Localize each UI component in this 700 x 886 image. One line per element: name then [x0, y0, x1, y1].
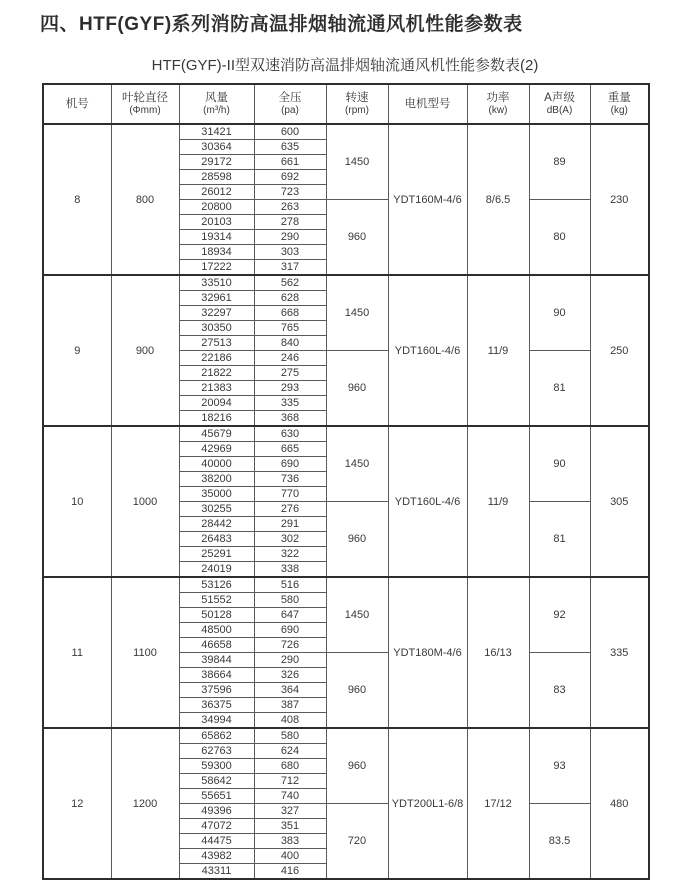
cell-airflow: 33510: [179, 275, 254, 291]
col-header-noise-level: [529, 84, 590, 124]
cell-pressure: 692: [254, 170, 326, 185]
cell-airflow: 18934: [179, 245, 254, 260]
table-row: [43, 275, 649, 291]
cell-pressure: 661: [254, 155, 326, 170]
cell-pressure: 383: [254, 834, 326, 849]
cell-airflow: 22186: [179, 351, 254, 366]
cell-pressure: 290: [254, 653, 326, 668]
cell-airflow: 28598: [179, 170, 254, 185]
col-header-unit: dB(A): [546, 104, 573, 116]
col-header-unit: (Φmm): [129, 104, 161, 116]
cell-impeller-diameter: 800: [111, 124, 179, 275]
cell-airflow: 39844: [179, 653, 254, 668]
cell-pressure: 580: [254, 593, 326, 608]
cell-airflow: 44475: [179, 834, 254, 849]
cell-pressure: 338: [254, 562, 326, 578]
cell-airflow: 34994: [179, 713, 254, 729]
table-subtitle: HTF(GYF)-II型双速消防高温排烟轴流通风机性能参数表(2): [151, 57, 539, 74]
cell-pressure: 317: [254, 260, 326, 276]
cell-model-no: 11: [43, 577, 111, 728]
cell-pressure: 723: [254, 185, 326, 200]
cell-airflow: 51552: [179, 593, 254, 608]
cell-pressure: 368: [254, 411, 326, 427]
col-header-unit: (kg): [610, 104, 628, 116]
cell-pressure: 740: [254, 789, 326, 804]
cell-noise-level: 81: [529, 502, 590, 578]
cell-pressure: 263: [254, 200, 326, 215]
col-header-unit: (kw): [488, 104, 508, 116]
cell-airflow: 17222: [179, 260, 254, 276]
col-header-label: 全压: [278, 91, 302, 104]
cell-weight: 335: [590, 577, 649, 728]
cell-model-no: 8: [43, 124, 111, 275]
cell-motor-model: YDT160M-4/6: [388, 124, 467, 275]
cell-pressure: 275: [254, 366, 326, 381]
cell-model-no: 12: [43, 728, 111, 879]
cell-airflow: 18216: [179, 411, 254, 427]
cell-airflow: 30364: [179, 140, 254, 155]
table-row: [43, 728, 649, 744]
col-header-label: 功率: [486, 91, 510, 104]
cell-pressure: 736: [254, 472, 326, 487]
cell-airflow: 53126: [179, 577, 254, 593]
cell-noise-level: 89: [529, 124, 590, 200]
cell-airflow: 40000: [179, 457, 254, 472]
col-header-impeller-diameter: [111, 84, 179, 124]
cell-pressure: 712: [254, 774, 326, 789]
cell-motor-model: YDT180M-4/6: [388, 577, 467, 728]
cell-pressure: 351: [254, 819, 326, 834]
cell-speed: 960: [326, 653, 388, 729]
cell-pressure: 635: [254, 140, 326, 155]
table-header: [43, 84, 649, 124]
cell-pressure: 278: [254, 215, 326, 230]
cell-speed: 720: [326, 804, 388, 880]
cell-model-no: 9: [43, 275, 111, 426]
cell-airflow: 62763: [179, 744, 254, 759]
col-header-model-no: [43, 84, 111, 124]
cell-pressure: 387: [254, 698, 326, 713]
cell-airflow: 20800: [179, 200, 254, 215]
col-header-unit: (m³/h): [203, 104, 230, 116]
document-page: [0, 9, 700, 880]
cell-airflow: 32961: [179, 291, 254, 306]
cell-airflow: 45679: [179, 426, 254, 442]
cell-pressure: 246: [254, 351, 326, 366]
cell-airflow: 49396: [179, 804, 254, 819]
col-header-power: [467, 84, 529, 124]
cell-pressure: 303: [254, 245, 326, 260]
cell-speed: 1450: [326, 426, 388, 502]
cell-model-no: 10: [43, 426, 111, 577]
col-header-airflow: [179, 84, 254, 124]
cell-weight: 230: [590, 124, 649, 275]
table-body: [43, 124, 649, 879]
cell-airflow: 30255: [179, 502, 254, 517]
cell-pressure: 302: [254, 532, 326, 547]
cell-airflow: 35000: [179, 487, 254, 502]
cell-airflow: 50128: [179, 608, 254, 623]
cell-airflow: 43311: [179, 864, 254, 880]
col-header-pressure: [254, 84, 326, 124]
cell-airflow: 58642: [179, 774, 254, 789]
col-header-motor-model: [388, 84, 467, 124]
cell-noise-level: 93: [529, 728, 590, 804]
cell-power: 16/13: [467, 577, 529, 728]
cell-speed: 960: [326, 728, 388, 804]
col-header-label: 转速: [345, 91, 369, 104]
cell-pressure: 400: [254, 849, 326, 864]
cell-airflow: 28442: [179, 517, 254, 532]
col-header-label: 叶轮直径: [122, 91, 168, 104]
cell-airflow: 42969: [179, 442, 254, 457]
cell-power: 17/12: [467, 728, 529, 879]
cell-airflow: 20103: [179, 215, 254, 230]
cell-airflow: 46658: [179, 638, 254, 653]
cell-pressure: 680: [254, 759, 326, 774]
cell-airflow: 19314: [179, 230, 254, 245]
cell-pressure: 628: [254, 291, 326, 306]
cell-noise-level: 90: [529, 426, 590, 502]
cell-pressure: 291: [254, 517, 326, 532]
cell-airflow: 25291: [179, 547, 254, 562]
cell-pressure: 840: [254, 336, 326, 351]
cell-pressure: 580: [254, 728, 326, 744]
col-header-label: 风量: [205, 91, 228, 104]
cell-airflow: 32297: [179, 306, 254, 321]
cell-motor-model: YDT200L1-6/8: [388, 728, 467, 879]
cell-speed: 960: [326, 351, 388, 427]
cell-pressure: 326: [254, 668, 326, 683]
cell-pressure: 416: [254, 864, 326, 880]
cell-pressure: 516: [254, 577, 326, 593]
col-header-unit: (pa): [281, 104, 299, 116]
cell-weight: 305: [590, 426, 649, 577]
cell-airflow: 36375: [179, 698, 254, 713]
cell-pressure: 327: [254, 804, 326, 819]
cell-speed: 960: [326, 502, 388, 578]
cell-airflow: 59300: [179, 759, 254, 774]
cell-pressure: 335: [254, 396, 326, 411]
cell-airflow: 31421: [179, 124, 254, 140]
cell-impeller-diameter: 1000: [111, 426, 179, 577]
cell-speed: 1450: [326, 275, 388, 351]
cell-noise-level: 92: [529, 577, 590, 653]
cell-airflow: 21822: [179, 366, 254, 381]
cell-impeller-diameter: 1100: [111, 577, 179, 728]
cell-airflow: 20094: [179, 396, 254, 411]
cell-pressure: 765: [254, 321, 326, 336]
cell-airflow: 48500: [179, 623, 254, 638]
cell-noise-level: 83.5: [529, 804, 590, 880]
cell-impeller-diameter: 900: [111, 275, 179, 426]
cell-pressure: 726: [254, 638, 326, 653]
cell-noise-level: 90: [529, 275, 590, 351]
header-row: [43, 84, 649, 124]
cell-pressure: 408: [254, 713, 326, 729]
cell-pressure: 690: [254, 457, 326, 472]
cell-pressure: 562: [254, 275, 326, 291]
col-header-label: 重量: [607, 91, 631, 104]
cell-airflow: 47072: [179, 819, 254, 834]
cell-motor-model: YDT160L-4/6: [388, 426, 467, 577]
col-header-speed: [326, 84, 388, 124]
cell-airflow: 26012: [179, 185, 254, 200]
cell-noise-level: 80: [529, 200, 590, 276]
cell-pressure: 600: [254, 124, 326, 140]
cell-pressure: 290: [254, 230, 326, 245]
cell-speed: 1450: [326, 124, 388, 200]
cell-airflow: 21383: [179, 381, 254, 396]
col-header-label: A声级: [544, 91, 575, 104]
cell-pressure: 665: [254, 442, 326, 457]
cell-weight: 480: [590, 728, 649, 879]
cell-power: 11/9: [467, 275, 529, 426]
fan-performance-table: [42, 83, 650, 880]
table-row: [43, 426, 649, 442]
cell-airflow: 29172: [179, 155, 254, 170]
cell-power: 11/9: [467, 426, 529, 577]
cell-pressure: 647: [254, 608, 326, 623]
cell-airflow: 27513: [179, 336, 254, 351]
cell-speed: 1450: [326, 577, 388, 653]
col-header-weight: [590, 84, 649, 124]
cell-impeller-diameter: 1200: [111, 728, 179, 879]
cell-airflow: 26483: [179, 532, 254, 547]
cell-airflow: 38664: [179, 668, 254, 683]
cell-power: 8/6.5: [467, 124, 529, 275]
col-header-label: 电机型号: [404, 97, 451, 110]
cell-airflow: 30350: [179, 321, 254, 336]
cell-airflow: 38200: [179, 472, 254, 487]
table-row: [43, 577, 649, 593]
cell-airflow: 24019: [179, 562, 254, 578]
cell-pressure: 624: [254, 744, 326, 759]
cell-airflow: 55651: [179, 789, 254, 804]
cell-airflow: 37596: [179, 683, 254, 698]
cell-pressure: 690: [254, 623, 326, 638]
table-row: [43, 124, 649, 140]
cell-pressure: 364: [254, 683, 326, 698]
cell-pressure: 630: [254, 426, 326, 442]
cell-airflow: 65862: [179, 728, 254, 744]
cell-noise-level: 81: [529, 351, 590, 427]
cell-weight: 250: [590, 275, 649, 426]
cell-pressure: 322: [254, 547, 326, 562]
cell-noise-level: 83: [529, 653, 590, 729]
cell-motor-model: YDT160L-4/6: [388, 275, 467, 426]
cell-speed: 960: [326, 200, 388, 276]
cell-pressure: 770: [254, 487, 326, 502]
page-title: 四、HTF(GYF)系列消防高温排烟轴流通风机性能参数表: [40, 14, 523, 35]
cell-airflow: 43982: [179, 849, 254, 864]
col-header-label: 机号: [65, 97, 89, 110]
cell-pressure: 293: [254, 381, 326, 396]
col-header-unit: (rpm): [345, 104, 369, 116]
cell-pressure: 668: [254, 306, 326, 321]
cell-pressure: 276: [254, 502, 326, 517]
